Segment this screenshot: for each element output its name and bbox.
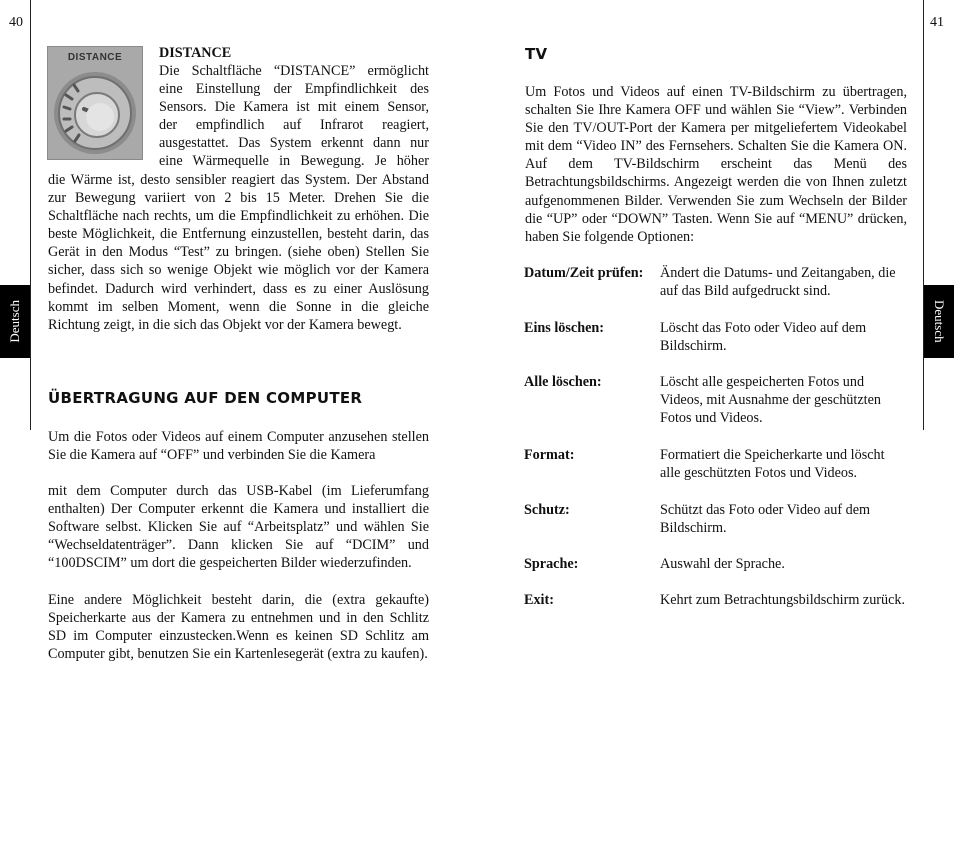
distance-dial-image: [47, 46, 143, 160]
distance-title: DISTANCE: [159, 45, 232, 61]
option-term: Format:: [524, 447, 575, 463]
option-term: Alle löschen:: [524, 374, 602, 390]
left-margin-rule: [30, 0, 31, 430]
tv-heading: TV: [525, 45, 548, 63]
option-definition: Auswahl der Sprache.: [660, 556, 785, 572]
distance-line: Sensors. Die Kamera ist mit einem Sensor,: [159, 99, 429, 116]
language-tab-right: [924, 285, 954, 358]
distance-line: Die Schaltfläche “DISTANCE” ermöglicht: [159, 63, 429, 79]
option-definition: Schützt das Foto oder Video auf dem Bildschirm.: [660, 502, 871, 537]
distance-line: eine Einstellung der Empfindlichkeit des: [159, 81, 429, 98]
distance-image-label: DISTANCE: [67, 52, 123, 63]
option-term: Eins löschen:: [524, 320, 605, 336]
distance-body-wrapped: [159, 62, 429, 171]
distance-body-rest: die Wärme ist, desto sensibler reagiert das System. Der Abstand zur Bewegung variiert von 2 bis 15 Meter. Drehen Sie die Schaltfläche nach rechts, um die Empfindlichkeit zu erhöhen. Die beste Möglichkeit, die Entfernung einzustellen, besteht darin, das Gerät in den Modus “Test” zu bringen. (siehe oben) Stellen Sie sicher, dass sich so wenige Objekt wie möglich vor der Kamera befindet. Dadurch wird verhindert, dass es zu einer Auslösung kommt im selben Moment, wenn die Sonne in die gleiche Richtung zeigt, in die sich das Objekt vor der Kamera bewegt.: [48, 172, 429, 333]
computer-paragraph-1b: mit dem Computer durch das USB-Kabel (im Lieferumfang enthalten) Der Computer erkennt die Kamera und installiert die Software selbst. Klicken Sie auf “Arbeitsplatz” und wählen Sie “Wechseldatenträger”. Dann klicken Sie auf “DCIM” und “100DSCIM” um dort die gespeicherten Bilder wiederzufinden.: [48, 483, 429, 572]
computer-heading: ÜBERTRAGUNG AUF DEN COMPUTER: [48, 389, 363, 407]
language-tab-left: [0, 285, 30, 358]
page-number-right: 41: [930, 15, 944, 30]
option-term: Datum/Zeit prüfen:: [524, 265, 644, 281]
language-tab-label: Deutsch: [7, 300, 22, 343]
option-term: Sprache:: [524, 556, 579, 572]
option-term: Schutz:: [524, 502, 570, 518]
computer-paragraph-1a: Um die Fotos oder Videos auf einem Computer anzusehen stellen Sie die Kamera auf “OFF” und verbinden Sie die Kamera: [48, 429, 429, 464]
option-definition: Kehrt zum Betrachtungsbildschirm zurück.: [660, 592, 906, 608]
distance-line: eine Wärmequelle in Bewegung. Je höher: [159, 153, 429, 170]
page-number-left: 40: [9, 15, 23, 30]
option-definition: Formatiert die Speicherkarte und löscht alle geschützten Fotos und Videos.: [660, 447, 885, 482]
option-definition: Löscht alle gespeicherten Fotos und Videos, mit Ausnahme der geschützten Fotos und Videos.: [660, 374, 881, 427]
language-tab-label: Deutsch: [932, 300, 947, 343]
option-term: Exit:: [524, 592, 554, 608]
right-margin-rule: [923, 0, 924, 430]
computer-paragraph-2: Eine andere Möglichkeit besteht darin, die (extra gekaufte) Speicherkarte aus der Kamera zu entnehmen und in den Schlitz SD im Computer einzustecken.Wenn es keinen SD Schlitz am Computer gibt, benutzen Sie ein Kartenlesegerät (extra zu kaufen).: [48, 592, 429, 663]
option-definition: Löscht das Foto oder Video auf dem Bildschirm.: [660, 320, 867, 355]
distance-line: der empfindlich auf Infrarot reagiert,: [159, 117, 429, 134]
tv-intro: Um Fotos und Videos auf einen TV-Bildschirm zu übertragen, schalten Sie Ihre Kamera OFF und wählen Sie “View”. Verbinden Sie den TV/OUT-Port der Kamera per mitgeliefertem Videokabel mit dem “Video IN” des Fernsehers. Schalten Sie die Kamera ON. Auf dem TV-Bildschirm erscheint das Menü des Betrachtungsbildschirms. Angezeigt werden die von Ihnen zuletzt aufgenommenen Bilder. Verwenden Sie zum Wechseln der Bilder die “UP” oder “DOWN” Tasten. Wenn Sie auf “MENU” drücken, haben Sie folgende Optionen:: [525, 84, 907, 245]
dial-icon: [48, 63, 142, 159]
option-definition: Ändert die Datums- und Zeitangaben, die auf das Bild aufgedruckt sind.: [660, 265, 896, 300]
distance-line: ausgestattet. Das System erkennt dann nur: [159, 135, 429, 152]
